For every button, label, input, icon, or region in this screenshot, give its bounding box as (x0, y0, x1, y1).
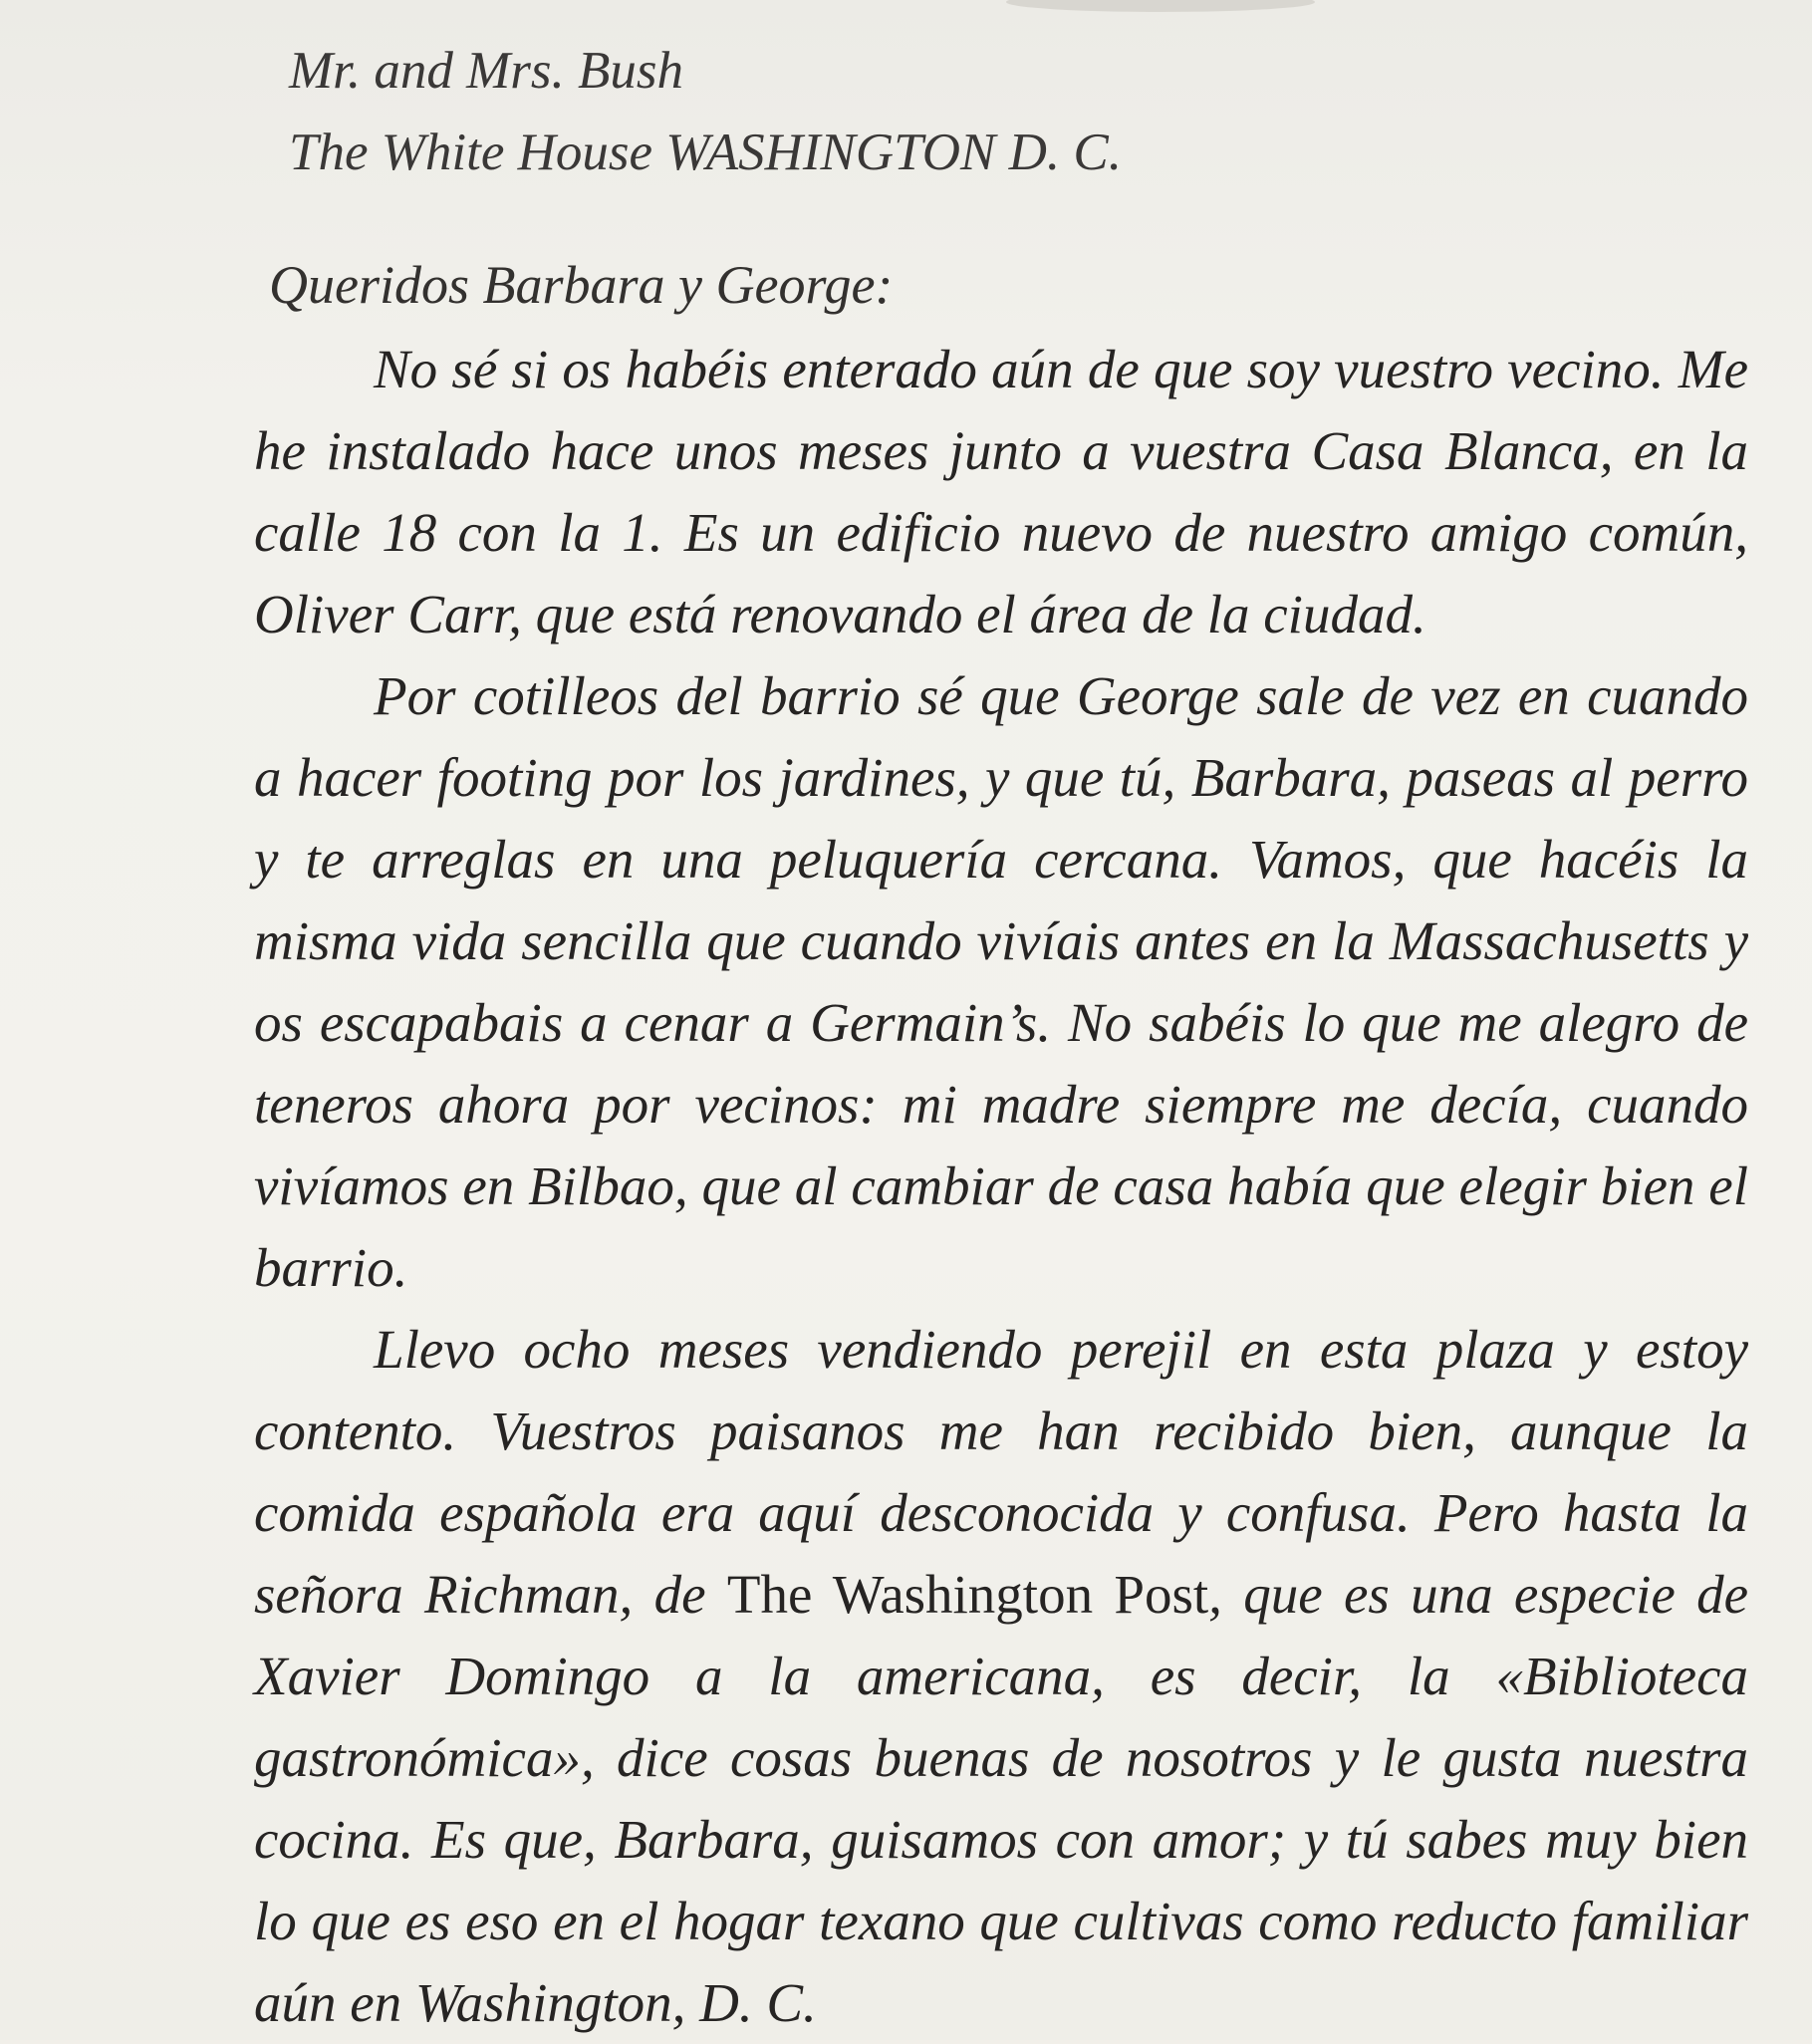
paragraph-2: Por cotilleos del barrio sé que George sale de vez en cuando a hacer footing por los jardines, y que tú, Barbara, paseas al perro y te arreglas en una peluquería cercana. Vamos, que hacéis la misma vida sencilla que cuando vivíais antes en la Massachusetts y os escapabais a cenar a Germain’s. No sabéis lo que me alegro de teneros ahora por vecinos: mi madre siempre me decía, cuando vivíamos en Bilbao, que al cambiar de casa había que elegir bien el barrio. (254, 665, 1748, 1298)
address-line-names: Mr. and Mrs. Bush (289, 42, 684, 100)
recipient-address (289, 30, 1122, 193)
publication-title: The Washington Post (726, 1564, 1209, 1625)
paragraph-3-text-end: , que es una especie de Xavier Domingo a la americana, es decir, la «Biblioteca gastronómica», dice cosas buenas de nosotros y le gusta nuestra cocina. Es que, Barbara, guisamos con amor; y tú sabes muy bien lo que es eso en el hogar texano que cultivas como reducto familiar aún en Washington, D. C. (254, 1564, 1748, 2033)
paragraph-1: No sé si os habéis enterado aún de que soy vuestro vecino. Me he instalado hace unos meses junto a vuestra Casa Blanca, en la calle 18 con la 1. Es un edificio nuevo de nuestro amigo común, Oliver Carr, que está renovando el área de la ciudad. (254, 339, 1748, 644)
letter-body (254, 329, 1748, 2044)
salutation: Queridos Barbara y George: (269, 255, 894, 315)
page-edge-shadow (1006, 0, 1315, 12)
paragraph-3 (254, 1309, 1748, 2044)
paragraph-3-text-start: Llevo ocho meses vendiendo perejil en esta plaza y estoy contento. Vuestros paisanos me han recibido bien, aunque la comida española era aquí desconocida y confusa. Pero hasta la señora Richman, de (254, 1319, 1748, 1625)
address-line-location: The White House WASHINGTON D. C. (289, 124, 1122, 181)
